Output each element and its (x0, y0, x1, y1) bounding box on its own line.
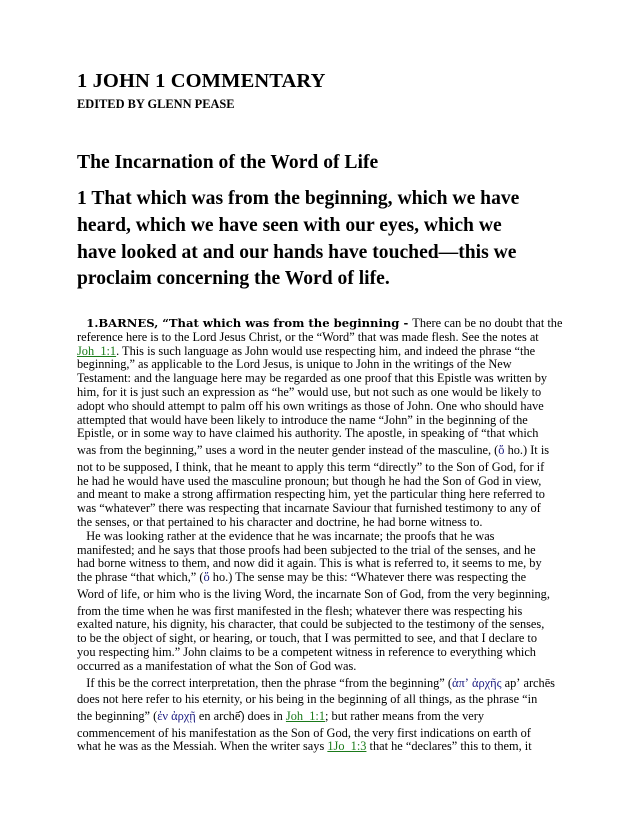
body-text: the beginning” ( (77, 708, 158, 723)
body-text: There can be no doubt that the (412, 316, 563, 330)
document-title: 1 JOHN 1 COMMENTARY (77, 70, 326, 92)
greek-word: ὅ (203, 570, 210, 585)
verse-line: heard, which we have seen with our eyes, which we (77, 214, 502, 236)
body-line: and meant to make a strong affirmation respecting him, yet the particular thing here referred to (77, 487, 545, 502)
body-line (77, 345, 557, 359)
body-line: not to be supposed, I think, that he meant to apply this term “directly” to the Son of God, for if (77, 459, 545, 474)
body-line: to be the object of sight, or hearing, or touch, that I was permitted to see, and that I declare to (77, 631, 537, 646)
body-line: attempted that would have been likely to introduce the name “John” in the beginning of the (77, 412, 528, 427)
greek-word: ὅ (498, 443, 505, 458)
body-text: en archē̂) does in (195, 708, 286, 723)
body-line: adopt who should attempt to palm off his own writings as those of John. One who should have (77, 398, 544, 413)
body-line: Epistle, or in some way to have claimed his authority. The apostle, in speaking of “that which (77, 426, 539, 441)
body-text: ho.) It is (504, 443, 550, 458)
section-title: The Incarnation of the Word of Life (77, 152, 379, 173)
verse-text (77, 186, 557, 293)
body-line: you respecting him.” John claims to be a competent witness in reference to everything which (77, 644, 536, 659)
scripture-link-joh-1-1[interactable]: Joh_1:1 (77, 343, 117, 358)
body-line: beginning,” as applicable to the Lord Jesus, is unique to John in the writings of the New (77, 357, 512, 372)
body-text: the phrase “that which,” ( (77, 570, 204, 585)
greek-word: ἐν ἀρχῇ (157, 708, 196, 723)
body-line: exalted nature, his dignity, his character, that could be subjected to the testimony of the senses, (77, 617, 545, 632)
verse-line: proclaim concerning the Word of life. (77, 268, 390, 290)
body-text: ; but rather means from the very (325, 708, 485, 723)
body-line (77, 530, 557, 544)
body-line: Testament: and the language here may be regarded as one proof that this Epistle was written by (77, 371, 548, 386)
body-line: reference here is to the Lord Jesus Christ, or the “Word” that was made flesh. See the notes at (77, 329, 539, 344)
body-line: commencement of his manifestation as the Son of God, the very first indications on earth of (77, 725, 531, 740)
body-line: manifested; and he says that those proofs had been subjected to the trial of the senses, and he (77, 542, 536, 557)
body-line: does not here refer to his eternity, or his being in the beginning of all things, as the phrase “in (77, 692, 538, 707)
body-line (77, 316, 563, 331)
body-line (77, 674, 557, 694)
scripture-link-1jo-1-3[interactable]: 1Jo_1:3 (327, 739, 367, 754)
body-line: was “whatever” there was respecting that incarnate Saviour that furnished testimony to any of (77, 501, 541, 516)
body-text: ho.) The sense may be this: “Whatever there was respecting the (209, 570, 527, 585)
verse-line: 1 That which was from the beginning, which we have (77, 188, 520, 209)
body-line: him, for it is just such an expression as “he” would use, but not such as one would be likely to (77, 384, 542, 399)
barnes-lead: 1.BARNES, “That which was from the beginning - (86, 316, 413, 330)
body-line (77, 571, 557, 585)
body-line: he had he would have used the masculine pronoun; but though he had the Son of God in view, (77, 473, 542, 488)
greek-word: ἀπʼ ἀρχῆς (451, 675, 502, 690)
body-line: the senses, or that pertained to his character and doctrine, he had borne witness to. (77, 514, 483, 529)
verse-line: have looked at and our hands have touched—this we (77, 241, 517, 263)
body-text: that he “declares” this to them, it (366, 739, 532, 754)
document-subtitle: EDITED BY GLENN PEASE (77, 97, 235, 111)
body-line: occurred as a manifestation of what the Son of God was. (77, 658, 357, 673)
body-text: . This is such language as John would use respecting him, and indeed the phrase “the (116, 343, 536, 358)
body-line (77, 740, 557, 754)
body-text: apʼ archēs (501, 675, 555, 690)
body-line (77, 441, 557, 461)
body-line: Word of life, or him who is the living Word, the incarnate Son of God, from the very beginning, (77, 586, 550, 601)
body-text: If this be the correct interpretation, then the phrase “from the beginning” ( (86, 675, 452, 690)
body-text: was from the beginning,” uses a word in the neuter gender instead of the masculine, ( (77, 443, 499, 458)
body-line: had borne witness to them, and now did it again. This is what is referred to, it seems to me, by (77, 556, 542, 571)
body-text: He was looking rather at the evidence that he was incarnate; the proofs that he was (86, 528, 495, 543)
scripture-link-joh-1-1[interactable]: Joh_1:1 (285, 708, 326, 723)
body-line (77, 707, 557, 727)
commentary-body (77, 316, 563, 754)
body-line: from the time when he was first manifested in the flesh; whatever there was respecting his (77, 603, 523, 618)
body-text: what he was as the Messiah. When the writer says (77, 739, 328, 754)
